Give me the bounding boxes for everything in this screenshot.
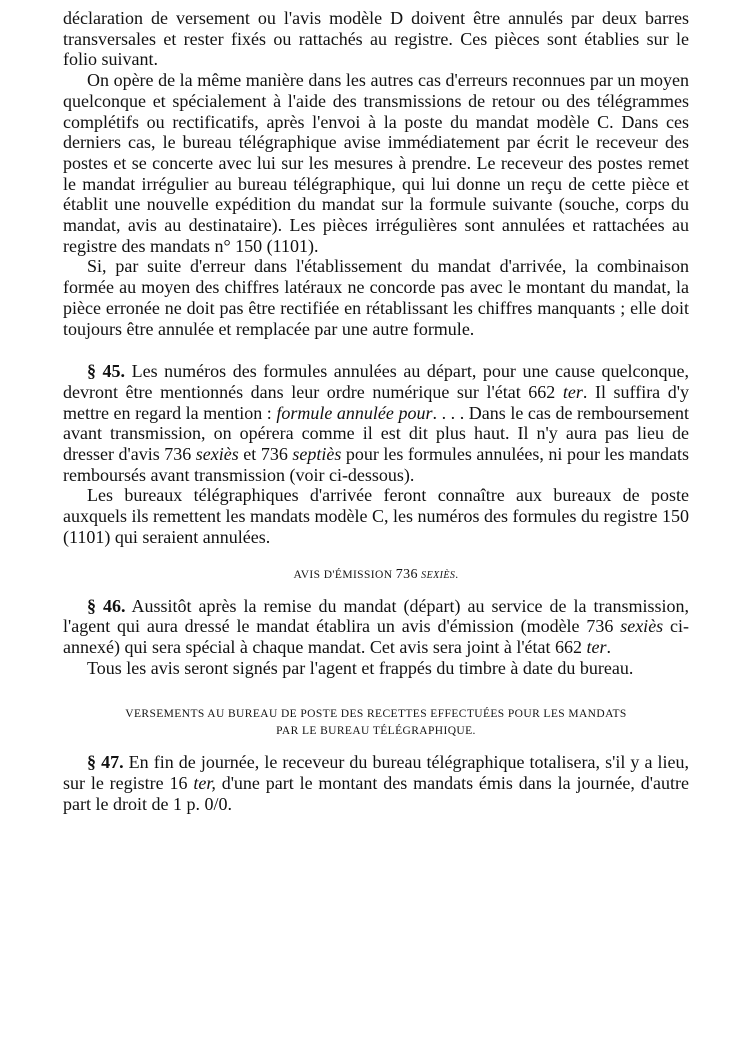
heading-line: PAR LE BUREAU TÉLÉGRAPHIQUE. [276, 725, 476, 738]
section-text: . Il suffira d'y mettre en regard la mention : [63, 381, 689, 423]
section-text: ci-annexé) qui sera spécial à chaque mandat. Cet avis sera joint à l'état 662 [63, 616, 689, 657]
section-text: En fin de journée, le receveur du bureau télégraphique totalisera, s'il y a lieu, sur le registre 16 [63, 752, 689, 794]
section-number: § 46. [87, 595, 126, 616]
paragraph-lateral-digits: Si, par suite d'erreur dans l'établissement du mandat d'arrivée, la combinaison formée au moyen des chiffres latéraux ne concorde pas avec le montant du mandat, la pièce erronée ne doit pas être rectifiée en rétablissant les chiffres manquants ; elle doit toujours être annulée et remplacée par une autre formule. [63, 256, 689, 339]
paragraph-continuation: déclaration de versement ou l'avis modèle D doivent être annulés par deux barres transversales et rester fixés ou rattachés au registre. Ces pièces sont établies sur le folio suivant. [63, 8, 689, 70]
paragraph-signatures: Tous les avis seront signés par l'agent et frappés du timbre à date du bureau. [87, 657, 634, 678]
italic-term: ter, [193, 773, 216, 794]
section-text: d'une part le montant des mandats émis dans la journée, d'autre part le droit de 1 p. 0/0. [63, 773, 689, 814]
document-page [63, 8, 689, 815]
section-45 [63, 361, 689, 485]
section-text: Les numéros des formules annulées au départ, pour une cause quelconque, devront être mentionnés dans leur ordre numérique sur l'état 662 [63, 361, 689, 402]
heading-line: VERSEMENTS AU BUREAU DE POSTE DES RECETTES EFFECTUÉES POUR LES MANDATS [125, 708, 627, 721]
italic-term: ter [586, 636, 607, 657]
section-text: . . . . Dans le cas de remboursement avant transmission, on opérera comme il est dit plus haut. Il n'y aura pas lieu de dresser d'avis 736 [63, 402, 690, 465]
heading-text: . [455, 568, 459, 581]
section-text: . [606, 636, 612, 657]
section-text: Aussitôt après la remise du mandat (départ) au service de la transmission, l'agent qui aura dressé le mandat établira un avis d'émission (modèle 736 [63, 595, 689, 637]
section-number: § 47. [87, 752, 124, 773]
paragraph-error-handling: On opère de la même manière dans les autres cas d'erreurs reconnues par un moyen quelconque et spécialement à l'aide des transmissions de retour ou des télégrammes complétifs ou rectificatifs, après l'envoi à la poste du mandat modèle C. Dans ces derniers cas, le bureau télégraphique avise immédiatement par écrit le receveur des postes et se concerte avec lui sur les mesures à prendre. Le receveur des postes remet le mandat irrégulier au bureau télégraphique, qui lui donne un reçu de cette pièce et établit une nouvelle expédition du mandat sur la formule suivante (souche, corps du mandat, avis au destinataire). Les pièces irrégulières sont annulées et rattachées au registre des mandats n° 150 (1101). [63, 70, 689, 256]
section-46 [63, 596, 689, 658]
italic-term: ter [562, 381, 583, 402]
italic-term: sexiès [620, 616, 664, 637]
heading-number: 736 [395, 566, 418, 582]
section-number: § 45. [87, 361, 126, 382]
section-text: pour les formules annulées, ni pour les mandats remboursés avant transmission (voir ci-dessous). [63, 444, 689, 485]
paragraph-arrival-offices: Les bureaux télégraphiques d'arrivée feront connaître aux bureaux de poste auxquels ils remettent les mandats modèle C, les numéros des formules du registre 150 (1101) qui seraient annulées. [63, 485, 689, 547]
section-text: et 736 [238, 444, 293, 465]
heading-italic: sexiès [421, 566, 456, 582]
italic-term: sexiès [195, 444, 239, 465]
heading-text: AVIS D'ÉMISSION [293, 568, 396, 581]
italic-term: septiès [292, 444, 342, 465]
section-47 [63, 752, 689, 814]
italic-term: formule annulée pour [276, 402, 433, 423]
heading-avis-emission [63, 566, 689, 584]
heading-versements [63, 706, 689, 740]
